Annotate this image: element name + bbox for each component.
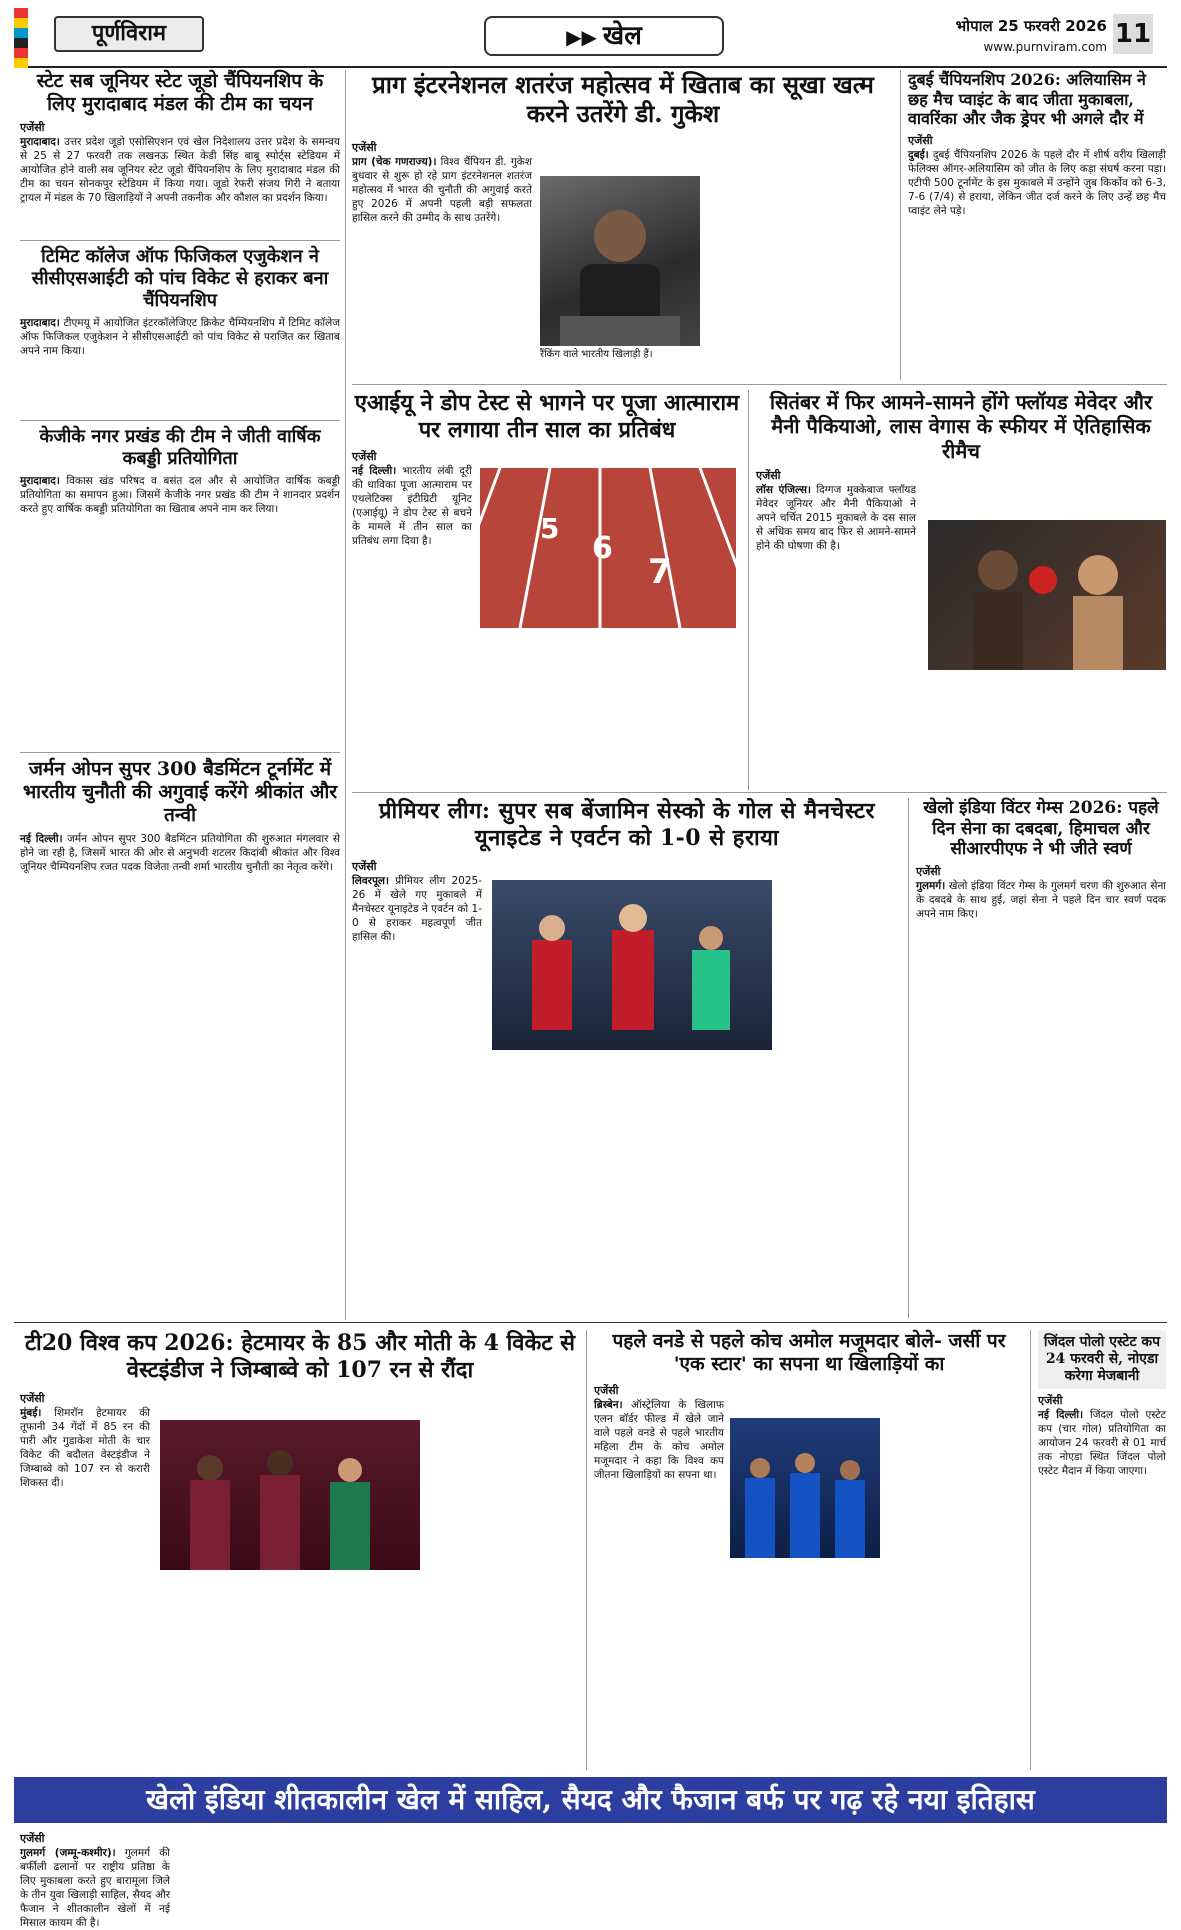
article-body: विश्व चैंपियन डी. गुकेश बुधवार से शुरू हो रहे प्राग इंटरनेशनल शतरंज महोत्सव में भारत की चुनौती की अगुवाई करते हुए 2026 में अपनी पहली बड़ी सफलता हासिल करने की उम्मीद के साथ उतरेंगे। <box>352 155 532 224</box>
dateline: गुलमर्ग। <box>916 880 946 893</box>
headline: टिमिट कॉलेज ऑफ फिजिकल एजुकेशन ने सीसीएसआईटी को पांच विकेट से हराकर बना चैंपियनशिप <box>31 246 329 311</box>
article-body: शिमरॉन हेटमायर की तूफानी 34 गेंदों में 85 रन की पारी और गुडाकेश मोती के चार विकेट की बदौलत वेस्टइंडीज ने जिम्बाब्वे को 107 रन से करारी शिकस्त दी। <box>20 1406 150 1489</box>
headline: प्राग इंटरनेशनल शतरंज महोत्सव में खिताब का सूखा खत्म करने उतरेंगे डी. गुकेश <box>372 70 874 129</box>
story-badminton <box>20 758 340 1318</box>
headline: खेलो इंडिया विंटर गेम्स 2026: पहले दिन सेना का दबदबा, हिमाचल और सीआरपीएफ ने भी जीते स्वर्ण <box>923 798 1159 860</box>
footballers-illustration <box>492 880 772 1050</box>
issue-date <box>956 16 1107 54</box>
article-body: ऑस्ट्रेलिया के खिलाफ एलन बॉर्डर फील्ड में खेले जाने वाले पहले वनडे से पहले भारतीय महिला टीम के कोच अमोल मजूमदार ने कहा कि विश्व कप जीतना खिलाड़ियों का सपना था। <box>594 1399 724 1482</box>
article-body: विकास खंड परिषद व बसंत दल और से आयोजित वार्षिक कबड्डी प्रतियोगिता का समापन हुआ। जिसमें केजीके नगर प्रखंड की टीम ने शानदार प्रदर्शन करते हुए वार्षिक कबड्डी प्रतियोगिता का खिताब अपने नाम कर लिया। <box>20 474 340 515</box>
article-body: दिग्गज मुक्केबाज फ्लॉयड मेवेदर जूनियर और मैनी पैकियाओ ने अपने चर्चित 2015 मुकाबले के दस साल से अधिक समय बाद फिर से आमने-सामने होने की घोषणा की है। <box>756 484 917 553</box>
headline: जिंदल पोलो एस्टेट कप 24 फरवरी से, नोएडा करेगा मेजबानी <box>1038 1330 1166 1389</box>
dateline: नई दिल्ली। <box>1038 1409 1084 1422</box>
article-body: गुलमर्ग की बर्फीली ढलानों पर राष्ट्रीय प्रतिष्ठा के लिए मुकाबला करते हुए बारामूला जिले के तीन युवा खिलाड़ी साहिल, सैयद और फैजान ने शीतकालीन खेलों में नई मिसाल कायम की है। <box>20 1847 171 1929</box>
color-registration-strip <box>14 8 28 68</box>
divider <box>20 752 340 753</box>
story-winter <box>916 798 1166 1318</box>
double-arrow-icon: ▶▶ <box>566 25 597 49</box>
story-auger <box>908 70 1166 382</box>
article-body: जर्मन ओपन सुपर 300 बैडमिंटन प्रतियोगिता की शुरुआत मंगलवार से होने जा रही है, जिसमें भारत की ओर से अनुभवी शटलर किदांबी श्रीकांत और विश्व जूनियर चैम्पियनशिप रजत पदक विजेता तन्वी शर्मा भारतीय चुनौती का नेतृत्व करेंगे। <box>20 832 340 873</box>
dateline: मुरादाबाद। <box>20 474 60 487</box>
column-rule <box>586 1330 587 1770</box>
dateline: लिवरपूल। <box>352 874 390 887</box>
football-photo <box>492 880 772 1050</box>
byline: एजेंसी <box>20 1391 45 1405</box>
section-title: खेल <box>602 21 642 51</box>
article-body: भारतीय लंबी दूरी की धाविका पूजा आत्माराम पर एथलेटिक्स इंटीग्रिटी यूनिट (एआईयू) ने डोप टेस्ट से बचने के मामले में तीन साल का प्रतिबंध लगा दिया है। <box>352 464 472 547</box>
headline: दुबई चैंपियनशिप 2026: अलियासिम ने छह मैच प्वाइंट के बाद जीता मुकाबला, वावरिंका और जैक ड्रेपर भी अगले दौर में <box>908 70 1146 129</box>
dateline: लॉस एंजिल्स। <box>756 484 811 497</box>
headline: सितंबर में फिर आमने-सामने होंगे फ्लॉयड मेवेदर और मैनी पैकियाओ, लास वेगास के स्फीयर में ऐतिहासिक रीमैच <box>769 390 1153 463</box>
photo-caption <box>540 348 700 364</box>
team-photo <box>730 1418 880 1558</box>
headline: स्टेट सब जूनियर स्टेट जूडो चैंपियनशिप के लिए मुरादाबाद मंडल की टीम का चयन <box>36 70 324 116</box>
byline: एजेंसी <box>908 133 933 147</box>
headline: जर्मन ओपन सुपर 300 बैडमिंटन टूर्नामेंट में भारतीय चुनौती की अगुवाई करेंगे श्रीकांत और तन्वी <box>22 758 338 827</box>
article-body: उत्तर प्रदेश जूडो एसोसिएशन एवं खेल निदेशालय उत्तर प्रदेश के समन्वय से 25 से 27 फरवरी तक लखनऊ स्थित केडी सिंह बाबू स्पोर्ट्स स्टेडियम में आयोजित होने वाली सब जूनियर स्टेट जूडो चैंपियनशिप के लिए मुरादाबाद मंडल की टीम का चयन सोनकपुर स्टेडियम में किया गया। जूडो रेफरी संजय गिरी ने बताया ट्रायल में मंडल के 70 खिलाड़ियों ने अपनी तकनीक और कौशल का प्रदर्शन किया। <box>20 136 340 205</box>
byline: एजेंसी <box>594 1384 619 1398</box>
byline: एजेंसी <box>20 121 45 135</box>
story-kabaddi <box>20 426 340 750</box>
article-body: टीएमयू में आयोजित इंटरकॉलेजिएट क्रिकेट चैम्पियनशिप में टिमिट कॉलेज ऑफ फिजिकल एजुकेशन ने सीसीएसआईटी को पांच विकेट से पराजित कर खिताब अपने नाम किया। <box>20 316 341 357</box>
dateline: प्राग (चेक गणराज्य)। <box>352 155 437 168</box>
column-rule <box>748 390 749 790</box>
masthead <box>14 8 1167 68</box>
players-illustration <box>730 1418 880 1558</box>
dateline: नई दिल्ली। <box>352 464 397 477</box>
article-body: दुबई चैंपियनशिप 2026 के पहले दौर में शीर्ष वरीय खिलाड़ी फेलिक्स ऑगर-अलियासिम को जीत के लिए कड़ा संघर्ष करना पड़ा। एटीपी 500 टूर्नामेंट के इस मुकाबले में उन्होंने ज़ुब किर्कोव को 6-3, 7-6 (7/4) से हराया, लेकिन जीत दर्ज करने के लिए उन्हें छह मैच प्वाइंट लेने पड़े। <box>908 148 1167 217</box>
track-lanes-illustration <box>480 468 736 628</box>
svg-text:7: 7 <box>648 552 672 592</box>
story-polo <box>1038 1330 1166 1770</box>
headline: एआईयू ने डोप टेस्ट से भागने पर पूजा आत्माराम पर लगाया तीन साल का प्रतिबंध <box>354 390 740 443</box>
brand-logo: पूर्णविराम <box>54 16 204 52</box>
dateline: मुंबई। <box>20 1406 42 1419</box>
site-url: www.purnviram.com <box>983 40 1107 54</box>
column-rule <box>1030 1330 1031 1770</box>
date-text: भोपाल 25 फरवरी 2026 <box>955 17 1107 35</box>
svg-text:5: 5 <box>540 512 560 545</box>
dateline: दुबई। <box>908 148 929 161</box>
story-judo <box>20 70 340 238</box>
headline: पहले वनडे से पहले कोच अमोल मजूमदार बोले- जर्सी पर 'एक स्टार' का सपना था खिलाड़ियों का <box>612 1330 1006 1376</box>
divider <box>14 1322 1167 1323</box>
running-track-photo <box>480 468 736 628</box>
section-label <box>484 16 724 56</box>
article-body: जिंदल पोलो एस्टेट कप (चार गोल) प्रतियोगिता का आयोजन 24 फरवरी से 01 मार्च तक नोएडा स्थित जिंदल पोलो एस्टेट मैदान में किया जाएगा। <box>1038 1409 1166 1478</box>
byline: एजेंसी <box>352 859 377 873</box>
story-cricket-tmu <box>20 246 340 418</box>
byline: एजेंसी <box>756 469 781 483</box>
article-body: खेलो इंडिया विंटर गेम्स के गुलमर्ग चरण की शुरुआत सेना के दबदबे के साथ हुई, जहां सेना ने पहले दिन चार स्वर्ण पदक अपने नाम किए। <box>916 880 1166 921</box>
dateline: मुरादाबाद। <box>20 136 60 149</box>
article-body: प्रीमियर लीग 2025-26 में खेले गए मुकाबले में मैनचेस्टर यूनाइटेड ने एवर्टन को 1-0 से हराकर महत्वपूर्ण जीत हासिल की। <box>352 874 482 943</box>
divider <box>20 240 340 241</box>
cricketers-illustration <box>160 1420 420 1570</box>
svg-text:6: 6 <box>592 531 613 566</box>
byline: एजेंसी <box>352 140 377 154</box>
boxers-illustration <box>928 520 1166 670</box>
byline: एजेंसी <box>20 1832 45 1845</box>
byline: एजेंसी <box>916 865 941 879</box>
divider <box>352 384 1167 385</box>
divider <box>352 792 1167 793</box>
chess-player-illustration <box>540 176 700 346</box>
column-rule <box>345 70 346 1320</box>
dateline: गुलमर्ग (जम्मू-कश्मीर)। <box>20 1847 116 1859</box>
gukesh-photo <box>540 176 700 346</box>
headline: केजीके नगर प्रखंड की टीम ने जीती वार्षिक कबड्डी प्रतियोगिता <box>39 426 321 469</box>
column-rule <box>900 70 901 380</box>
dateline: मुरादाबाद। <box>20 316 60 329</box>
byline: एजेंसी <box>1038 1394 1063 1408</box>
page-number: 11 <box>1113 14 1153 54</box>
dateline: ब्रिस्बेन। <box>594 1399 623 1412</box>
cricket-photo <box>160 1420 420 1570</box>
caption-text: रैंकिंग वाले भारतीय खिलाड़ी हैं। <box>540 349 653 360</box>
banner-headline: खेलो इंडिया शीतकालीन खेल में साहिल, सैयद और फैजान बर्फ पर गढ़ रहे नया इतिहास <box>14 1777 1167 1823</box>
story-premier <box>352 798 902 1318</box>
headline: प्रीमियर लीग: सुपर सब बेंजामिन सेस्को के गोल से मैनचेस्टर यूनाइटेड ने एवर्टन को 1-0 से हराया <box>378 798 876 851</box>
byline: एजेंसी <box>352 449 377 463</box>
divider <box>20 420 340 421</box>
story-khelo-bottom <box>20 1828 1166 1929</box>
dateline: नई दिल्ली। <box>20 832 63 845</box>
boxing-photo <box>928 520 1166 670</box>
column-rule <box>908 798 909 1318</box>
headline: टी20 विश्व कप 2026: हेटमायर के 85 और मोती के 4 विकेट से वेस्टइंडीज ने जिम्बाब्वे को 107 रन से रौंदा <box>24 1330 576 1383</box>
